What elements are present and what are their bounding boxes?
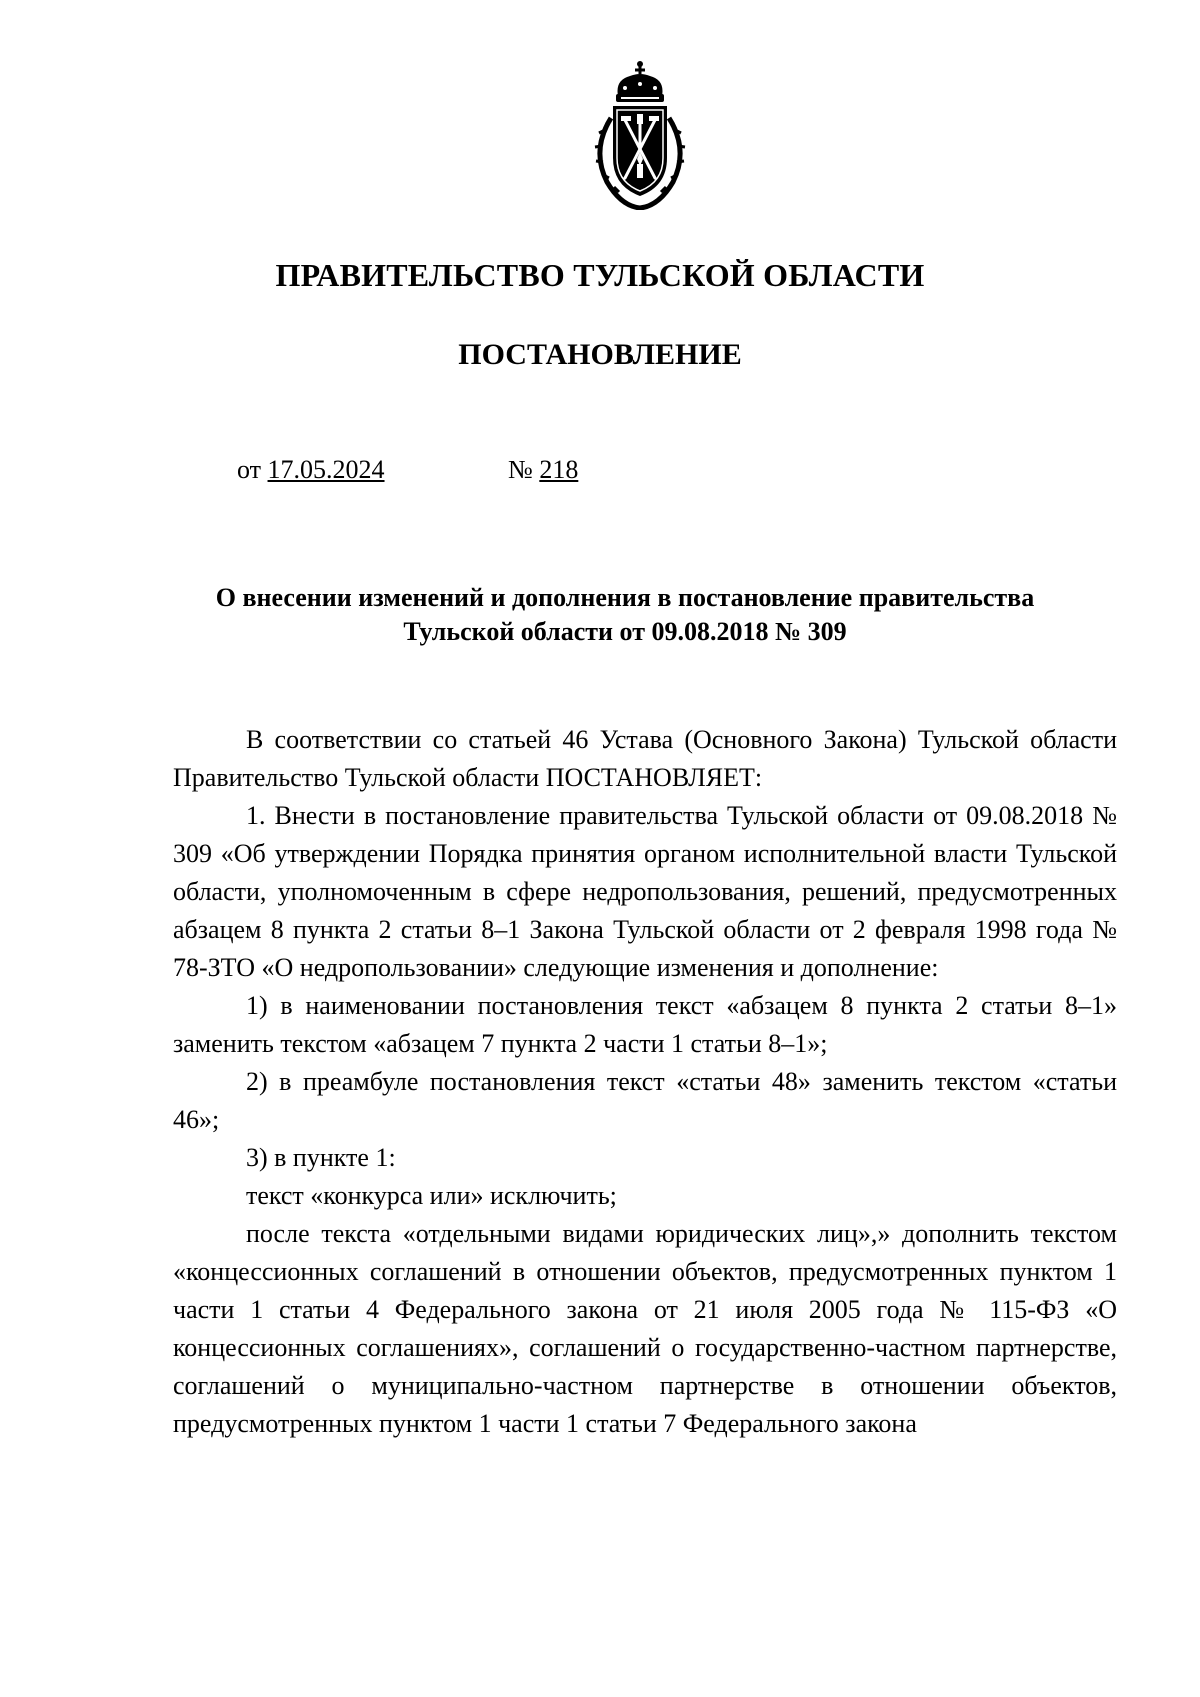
date-value: 17.05.2024 bbox=[267, 455, 385, 484]
document-type-title: ПОСТАНОВЛЕНИЕ bbox=[458, 338, 742, 371]
body-paragraph: 3) в пункте 1: bbox=[246, 1143, 396, 1172]
number-value: 218 bbox=[539, 455, 579, 484]
subject-line: О внесении изменений и дополнения в постановление правительства bbox=[215, 583, 1035, 612]
tula-coat-of-arms-icon bbox=[585, 60, 695, 210]
government-title: ПРАВИТЕЛЬСТВО ТУЛЬСКОЙ ОБЛАСТИ bbox=[275, 257, 925, 293]
number-prefix: № bbox=[508, 455, 533, 484]
document-body bbox=[173, 721, 1117, 1443]
body-paragraph: после текста «отдельными видами юридических лиц»,» дополнить текстом «концессионных соглашений в отношении объектов, предусмотренных пунктом 1 части 1 статьи 4 Федерального закона от 21 июля 2005 года № 115-ФЗ «О концессионных соглашениях», соглашений о государственно-частном партнерстве, соглашений о муниципально-частном партнерстве в отношении объектов, предусмотренных пунктом 1 части 1 статьи 7 Федерального закона bbox=[173, 1219, 1117, 1438]
subject-line: Тульской области от 09.08.2018 № 309 bbox=[403, 617, 847, 646]
date-prefix: от bbox=[237, 455, 262, 484]
body-paragraph: 2) в преамбуле постановления текст «статьи 48» заменить текстом «статьи 46»; bbox=[173, 1067, 1117, 1134]
body-paragraph: текст «конкурса или» исключить; bbox=[246, 1181, 617, 1210]
document-subject bbox=[150, 581, 1100, 649]
document-date bbox=[237, 455, 385, 485]
body-paragraph: 1) в наименовании постановления текст «абзацем 8 пункта 2 статьи 8–1» заменить текстом «абзацем 7 пункта 2 части 1 статьи 8–1»; bbox=[173, 991, 1117, 1058]
body-paragraph: 1. Внести в постановление правительства Тульской области от 09.08.2018 № 309 «Об утверждении Порядка принятия органом исполнительной власти Тульской области, уполномоченным в сфере недропользования, решений, предусмотренных абзацем 8 пункта 2 статьи 8–1 Закона Тульской области от 2 февраля 1998 года № 78-ЗТО «О недропользовании» следующие изменения и дополнение: bbox=[173, 801, 1117, 982]
body-paragraph: В соответствии со статьей 46 Устава (Основного Закона) Тульской области Правительство Тульской области ПОСТАНОВЛЯЕТ: bbox=[173, 725, 1117, 792]
document-number bbox=[508, 455, 578, 485]
